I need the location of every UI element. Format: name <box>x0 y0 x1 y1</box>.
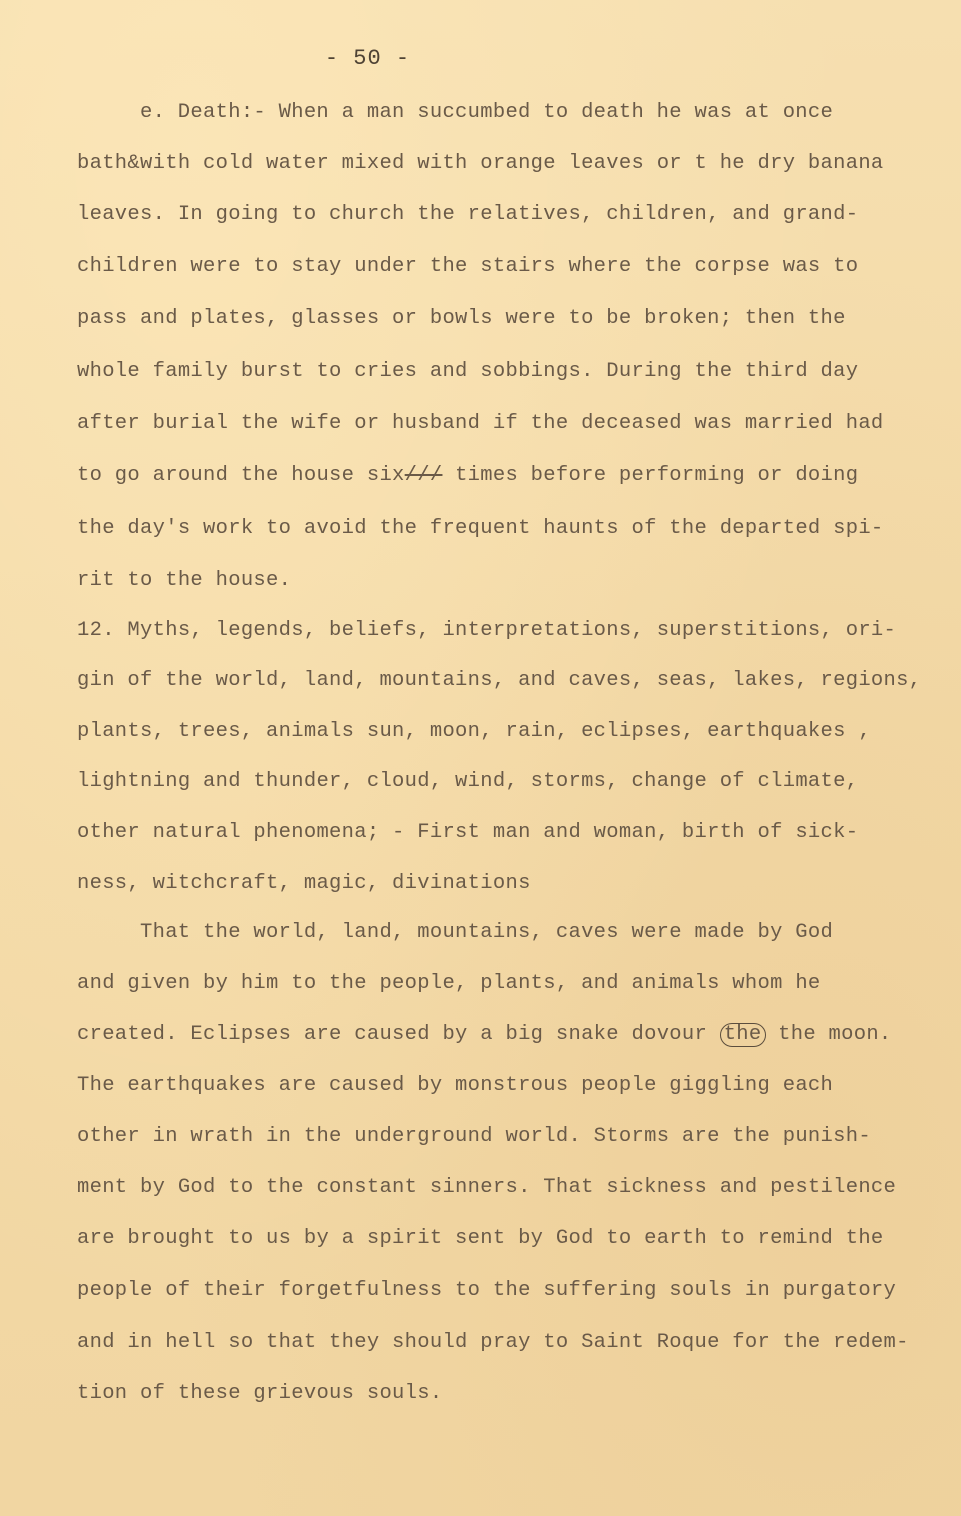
text-line: other in wrath in the underground world. Storms are the punish- <box>77 1125 871 1148</box>
text-line: e. Death:- When a man succumbed to death he was at once <box>140 101 834 124</box>
text-line: rit to the house. <box>77 569 292 592</box>
text-line: children were to stay under the stairs where the corpse was to <box>77 255 859 278</box>
text-line: after burial the wife or husband if the deceased was married had <box>77 412 884 435</box>
text-line: are brought to us by a spirit sent by God to earth to remind the <box>77 1227 884 1250</box>
text-segment: the moon. <box>765 1023 892 1046</box>
text-line: gin of the world, land, mountains, and caves, seas, lakes, regions, <box>77 669 922 692</box>
text-line: That the world, land, mountains, caves were made by God <box>140 921 834 944</box>
circled-word: the <box>720 1023 766 1047</box>
text-line: bath&with cold water mixed with orange leaves or t he dry banana <box>77 152 884 175</box>
struck-out-text: /// <box>404 464 443 487</box>
text-line: lightning and thunder, cloud, wind, storms, change of climate, <box>77 770 859 793</box>
text-line: people of their forgetfulness to the suffering souls in purgatory <box>77 1279 897 1302</box>
text-segment: times before performing or doing <box>442 464 859 487</box>
text-segment: to go around the house six <box>77 464 405 487</box>
text-line-with-circled-word <box>77 1022 892 1048</box>
text-line: pass and plates, glasses or bowls were to be broken; then the <box>77 307 846 330</box>
text-line: ment by God to the constant sinners. That sickness and pestilence <box>77 1176 897 1199</box>
text-line: other natural phenomena; - First man and woman, birth of sick- <box>77 821 859 844</box>
text-line: The earthquakes are caused by monstrous people giggling each <box>77 1074 834 1097</box>
text-line: leaves. In going to church the relatives, children, and grand- <box>77 203 859 226</box>
text-line: plants, trees, animals sun, moon, rain, eclipses, earthquakes , <box>77 720 871 743</box>
text-segment: created. Eclipses are caused by a big snake dovour <box>77 1023 720 1046</box>
section-heading-line: 12. Myths, legends, beliefs, interpretations, superstitions, ori- <box>77 619 897 642</box>
page-number: - 50 - <box>324 46 411 71</box>
text-line: tion of these grievous souls. <box>77 1382 443 1405</box>
text-line: and in hell so that they should pray to Saint Roque for the redem- <box>77 1331 909 1354</box>
text-line-with-strikeout <box>77 463 858 489</box>
text-line: whole family burst to cries and sobbings. During the third day <box>77 360 859 383</box>
text-line: and given by him to the people, plants, and animals whom he <box>77 972 821 995</box>
text-line: ness, witchcraft, magic, divinations <box>77 872 531 895</box>
text-line: the day's work to avoid the frequent haunts of the departed spi- <box>77 517 884 540</box>
